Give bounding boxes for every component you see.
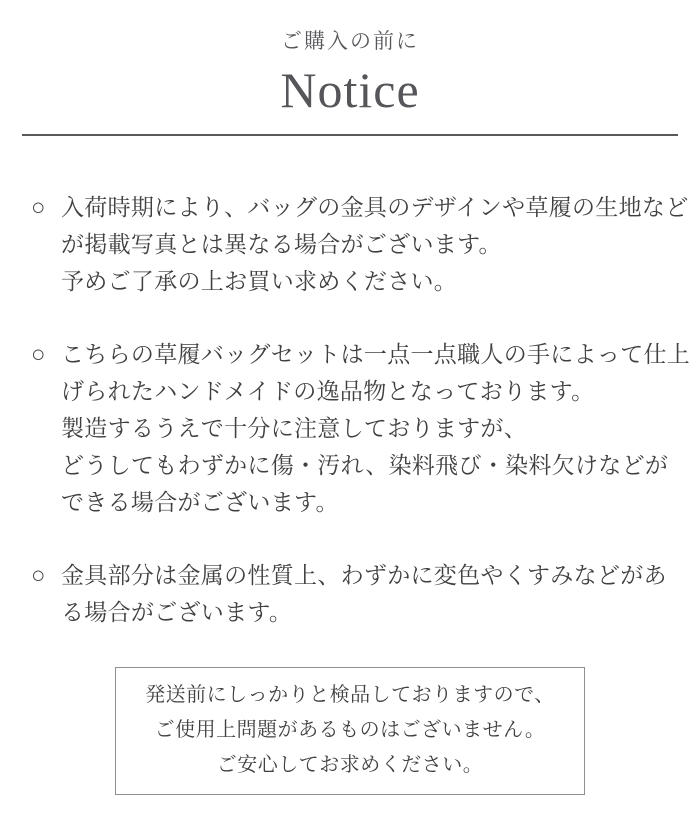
header-subtitle: ご購入の前に [281,29,419,53]
notice-line: どうしてもわずかに傷・汚れ、染料飛び・染料欠けなどが [61,452,669,478]
notice-line: が掲載写真とは異なる場合がございます。 [61,231,502,257]
notice-line: 入荷時期により、バッグの金具のデザインや草履の生地など [61,194,689,220]
assurance-line: ご安心してお求めください。 [216,754,484,776]
notice-line: る場合がございます。 [61,599,293,625]
notice-item-stock-period [31,189,689,300]
notice-line: 金具部分は金属の性質上、わずかに変色やくすみなどがあ [61,562,667,588]
notice-list [0,189,700,631]
notice-line: こちらの草履バッグセットは一点一点職人の手によって仕上 [61,341,691,367]
circle-bullet-icon: ○ [31,341,46,368]
notice-line: 製造するうえで十分に注意しておりますが、 [61,415,527,441]
page-title: Notice [280,62,420,118]
assurance-line: 発送前にしっかりと検品しておりますので、 [145,684,555,706]
notice-item-handmade [31,336,691,521]
notice-line: げられたハンドメイドの逸品物となっております。 [61,378,595,404]
notice-item-metal-parts [31,557,682,631]
header-divider [22,134,678,136]
notice-item-text [61,189,689,300]
circle-bullet-icon: ○ [31,562,46,589]
assurance-line: ご使用上問題があるものはございません。 [154,719,546,741]
notice-item-text [61,336,690,521]
circle-bullet-icon: ○ [31,194,46,221]
notice-item-text [61,557,667,631]
notice-line: 予めご了承の上お買い求めください。 [61,268,458,294]
assurance-box [115,667,585,795]
notice-line: できる場合がございます。 [61,489,339,515]
notice-header [0,0,700,117]
